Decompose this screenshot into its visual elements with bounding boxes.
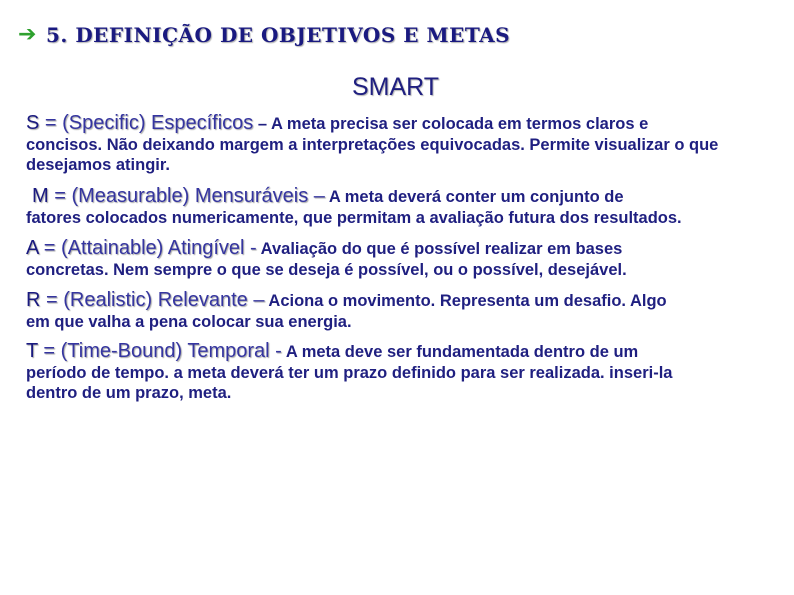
item-continuation: em que valha a pena colocar sua energia. bbox=[26, 313, 352, 331]
item-letter: M bbox=[32, 185, 49, 207]
item-first-line: – A meta precisa ser colocada em termos claros e bbox=[253, 115, 649, 133]
smart-subtitle: SMART bbox=[352, 73, 440, 101]
arrow-right-icon: ➔ bbox=[18, 22, 37, 47]
item-letter: S bbox=[26, 112, 40, 134]
item-continuation: fatores colocados numericamente, que permitam a avaliação futura dos resultados. bbox=[26, 209, 682, 227]
item-first-line: Avaliação do que é possível realizar em bases bbox=[256, 240, 623, 258]
item-first-line: Aciona o movimento. Representa um desafio. Algo bbox=[264, 292, 667, 310]
item-continuation: concretas. Nem sempre o que se deseja é possível, ou o possível, desejável. bbox=[26, 261, 627, 279]
item-first-line: A meta deve ser fundamentada dentro de um bbox=[281, 343, 639, 361]
item-heading: = (Measurable) Mensuráveis – bbox=[48, 185, 325, 207]
item-continuation: concisos. Não deixando margem a interpretações equivocadas. Permite visualizar o que desejamos atingir. bbox=[26, 136, 719, 174]
smart-item-specific bbox=[26, 113, 766, 175]
smart-item-measurable bbox=[26, 185, 772, 228]
item-letter: R bbox=[26, 289, 41, 311]
item-letter: A bbox=[26, 237, 39, 259]
item-heading: = (Time-Bound) Temporal - bbox=[37, 340, 282, 362]
page-title: 5. DEFINIÇÃO DE OBJETIVOS E METAS bbox=[46, 23, 511, 47]
smart-item-realistic bbox=[26, 290, 766, 332]
slide-header bbox=[18, 20, 510, 50]
smart-item-time-bound bbox=[26, 341, 766, 403]
item-heading: = (Attainable) Atingível - bbox=[38, 237, 257, 259]
item-continuation: período de tempo. a meta deverá ter um prazo definido para ser realizada. inseri-la dentro de um prazo, meta. bbox=[26, 364, 673, 402]
smart-item-attainable bbox=[26, 238, 766, 280]
item-heading: = (Realistic) Relevante – bbox=[40, 289, 265, 311]
item-letter: T bbox=[26, 340, 38, 362]
item-heading: = (Specific) Específicos bbox=[39, 112, 254, 134]
item-first-line: A meta deverá conter um conjunto de bbox=[324, 188, 624, 206]
